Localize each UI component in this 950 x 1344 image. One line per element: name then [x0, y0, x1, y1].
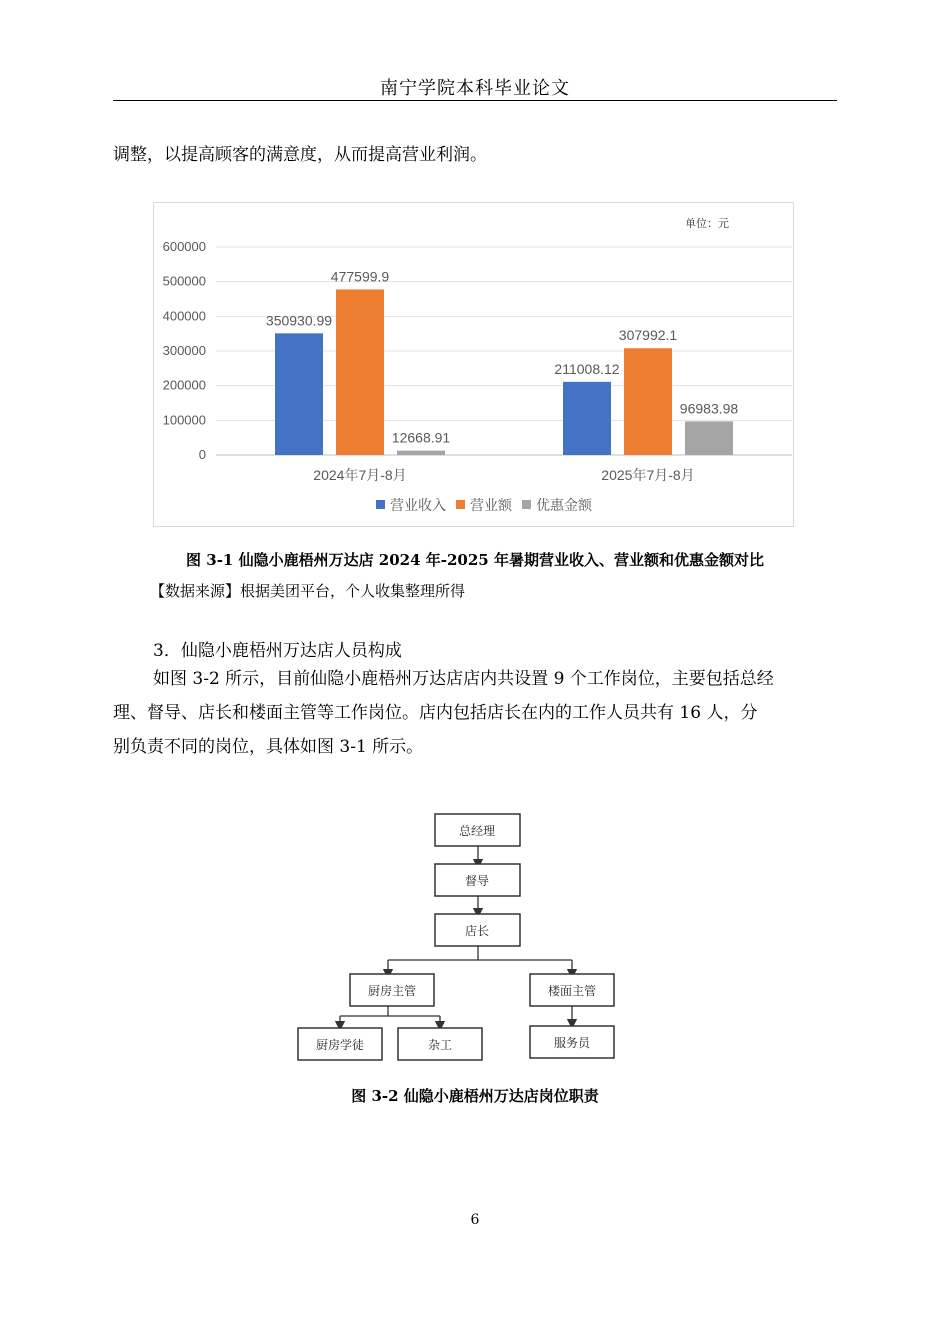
- data-label: 477599.9: [330, 268, 390, 285]
- node-kitchen-head: 厨房主管: [367, 984, 417, 998]
- page-header-title: 南宁学院本科毕业论文: [380, 78, 570, 99]
- y-tick-label: 500000: [162, 273, 206, 289]
- page-number: 6: [470, 1212, 480, 1228]
- legend-label: 优惠金额: [536, 497, 592, 513]
- legend-swatch: [376, 500, 385, 509]
- org-chart: [280, 800, 660, 1080]
- bar: [685, 421, 733, 455]
- data-label: 12668.91: [391, 429, 451, 446]
- node-manager: 店长: [464, 924, 490, 938]
- legend-label: 营业额: [470, 497, 512, 513]
- bar: [624, 348, 672, 455]
- figure-2-caption: 图 3-2 仙隐小鹿梧州万达店岗位职责: [351, 1087, 599, 1105]
- legend-swatch: [522, 500, 531, 509]
- node-waiter: 服务员: [553, 1036, 591, 1050]
- data-label: 350930.99: [265, 312, 333, 329]
- unit-label: 单位：元: [685, 218, 729, 230]
- section-heading: 3．仙隐小鹿梧州万达店人员构成: [153, 641, 402, 661]
- bar-chart: [154, 203, 795, 528]
- figure-1-source: 【数据来源】根据美团平台，个人收集整理所得: [150, 582, 466, 600]
- x-tick-label: 2024年7月-8月: [313, 467, 407, 483]
- bar: [563, 382, 611, 455]
- y-tick-label: 400000: [162, 308, 206, 324]
- data-label: 96983.98: [679, 400, 739, 417]
- data-label: 211008.12: [554, 360, 620, 377]
- bar-chart-figure: [153, 202, 794, 527]
- y-tick-label: 300000: [162, 343, 206, 358]
- paragraph-line-1: 如图 3-2 所示，目前仙隐小鹿梧州万达店店内共设置 9 个工作岗位，主要包括总经: [153, 669, 774, 689]
- y-tick-label: 200000: [162, 377, 206, 393]
- figure-1-caption: 图 3-1 仙隐小鹿梧州万达店 2024 年-2025 年暑期营业收入、营业额和优惠金额对比: [186, 551, 764, 569]
- data-label: 307992.1: [618, 327, 678, 344]
- paragraph-continued: 调整，以提高顾客的满意度，从而提高营业利润。: [113, 145, 487, 165]
- x-tick-label: 2025年7月-8月: [601, 467, 695, 483]
- y-tick-label: 0: [198, 447, 206, 462]
- paragraph-line-2: 理、督导、店长和楼面主管等工作岗位。店内包括店长在内的工作人员共有 16 人，分: [113, 703, 758, 723]
- header-rule: [113, 100, 837, 101]
- node-supervisor: 督导: [464, 874, 490, 888]
- legend-label: 营业收入: [390, 497, 446, 513]
- y-tick-label: 100000: [162, 412, 206, 428]
- bar: [275, 333, 323, 455]
- paragraph-line-3: 别负责不同的岗位，具体如图 3-1 所示。: [113, 737, 424, 757]
- bar: [336, 289, 384, 455]
- y-tick-label: 600000: [162, 239, 206, 254]
- bar: [397, 451, 445, 455]
- node-floor-head: 楼面主管: [547, 984, 597, 998]
- node-helper: 杂工: [427, 1038, 453, 1052]
- node-gm: 总经理: [458, 824, 496, 838]
- node-apprentice: 厨房学徒: [315, 1038, 365, 1052]
- legend-swatch: [456, 500, 465, 509]
